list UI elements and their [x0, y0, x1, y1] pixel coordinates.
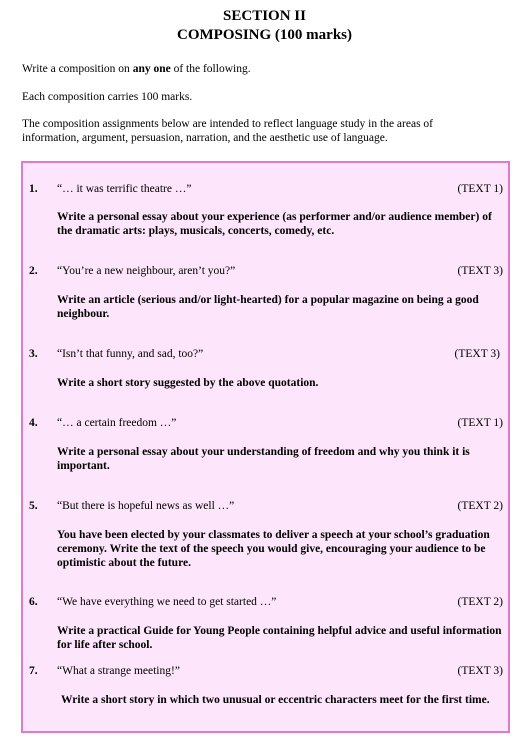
question-number: 7. [29, 665, 38, 677]
question-number: 4. [29, 417, 38, 429]
questions-panel [21, 161, 510, 733]
question-number: 5. [29, 500, 38, 512]
question-quote: “… it was terrific theatre …” [57, 183, 192, 195]
question-number: 3. [29, 348, 38, 360]
page-title: COMPOSING (100 marks) [177, 27, 352, 43]
question-text-ref: (TEXT 2) [457, 596, 503, 608]
question-text-ref: (TEXT 1) [457, 183, 503, 195]
question-prompt: Write a personal essay about your experience (as performer and/or audience member) of the dramatic arts: plays, musicals, concerts, comedy, etc. [57, 211, 492, 237]
description-line-1: The composition assignments below are intended to reflect language study in the areas of [22, 118, 434, 130]
section-heading: SECTION II [223, 8, 306, 24]
question-quote: “… a certain freedom …” [57, 417, 177, 429]
question-number: 2. [29, 265, 38, 277]
question-prompt: Write a practical Guide for Young People containing helpful advice and useful information for life after school. [57, 625, 502, 651]
question-quote: “You’re a new neighbour, aren’t you?” [57, 265, 236, 277]
question-number: 6. [29, 596, 38, 608]
question-text-ref: (TEXT 3) [454, 348, 500, 360]
instruction-emphasis: any one [132, 63, 171, 75]
question-text-ref: (TEXT 1) [457, 417, 503, 429]
instruction-post: of the following. [170, 63, 251, 75]
question-prompt: You have been elected by your classmates to deliver a speech at your school’s graduation ceremony. Write the text of the speech you would give, encouraging your audience to be optimistic about the future. [57, 529, 490, 569]
instruction-pre: Write a composition on [22, 63, 133, 75]
instruction-line [22, 63, 251, 75]
description-line-2: information, argument, persuasion, narration, and the aesthetic use of language. [22, 132, 388, 144]
question-quote: “What a strange meeting!” [57, 665, 180, 677]
question-number: 1. [29, 183, 38, 195]
question-prompt: Write an article (serious and/or light-hearted) for a popular magazine on being a good neighbour. [57, 294, 479, 320]
question-quote: “But there is hopeful news as well …” [57, 500, 235, 512]
marks-note: Each composition carries 100 marks. [22, 91, 193, 103]
question-quote: “Isn’t that funny, and sad, too?” [57, 348, 204, 360]
question-quote: “We have everything we need to get started …” [57, 596, 277, 608]
question-prompt: Write a short story in which two unusual or eccentric characters meet for the first time. [61, 694, 490, 706]
question-prompt: Write a short story suggested by the above quotation. [57, 377, 319, 389]
question-prompt: Write a personal essay about your understanding of freedom and why you think it is important. [57, 446, 470, 472]
question-text-ref: (TEXT 3) [457, 265, 503, 277]
question-text-ref: (TEXT 3) [457, 665, 503, 677]
question-text-ref: (TEXT 2) [457, 500, 503, 512]
